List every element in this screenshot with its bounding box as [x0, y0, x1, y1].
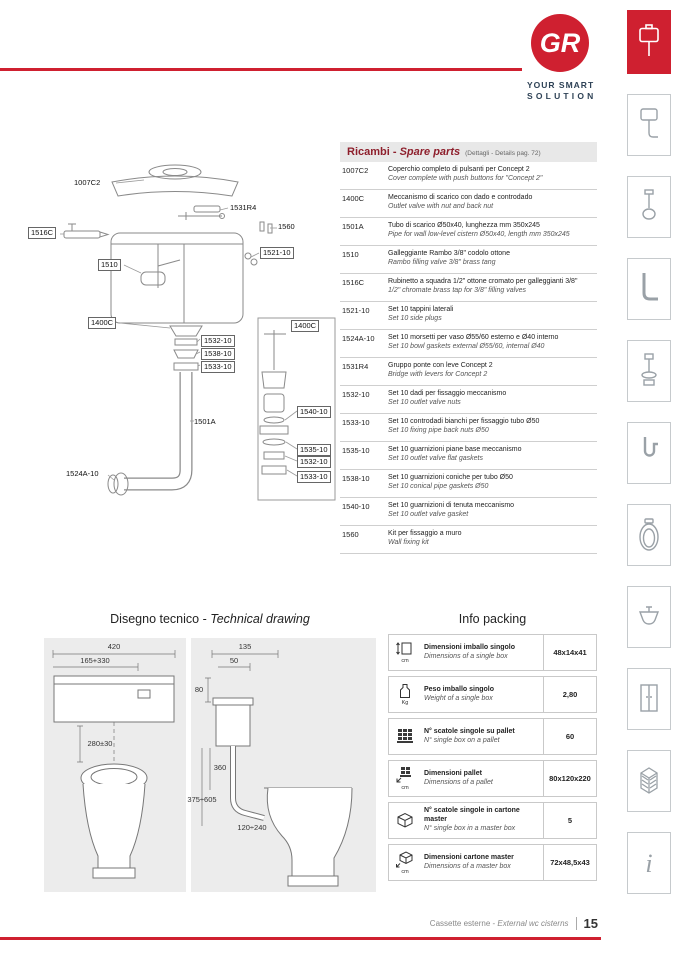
part-code: 1540-10	[342, 502, 370, 511]
part-desc-en: Outlet valve with nut and back nut	[388, 203, 494, 211]
sidebar-item-flush-mechanism[interactable]	[627, 340, 671, 402]
part-desc-en: Rambo filling valve 3/8" brass tang	[388, 259, 496, 267]
packing-label-it: N° scatole singole su pallet	[424, 727, 515, 735]
part-label: 1521-10	[260, 247, 294, 259]
spare-part-row	[340, 526, 597, 554]
part-code: 1510	[342, 250, 359, 259]
part-desc-en: Set 10 outlet valve gasket	[388, 511, 469, 519]
part-desc-it: Kit per fissaggio a muro	[388, 530, 462, 537]
spare-part-row	[340, 190, 597, 218]
dim-side-offset-top: 80	[194, 685, 204, 694]
spare-parts-table	[340, 142, 597, 554]
exploded-view-drawing	[8, 120, 340, 625]
flush-mechanism-icon	[637, 352, 661, 390]
sidebar-item-info[interactable]	[627, 832, 671, 894]
spare-part-row	[340, 386, 597, 414]
part-desc-it: Set 10 morsetti per vaso Ø55/60 esterno e Ø40 interno	[388, 334, 559, 341]
footer-rule	[0, 937, 601, 940]
info-packing-title: Info packing	[458, 612, 527, 626]
part-code: 1535-10	[342, 446, 370, 455]
master-box-dimensions-icon	[395, 850, 415, 868]
part-code: 1533-10	[342, 418, 370, 427]
info-icon	[637, 844, 661, 882]
footer-caption: Cassette esterne - External wc cisterns	[429, 919, 569, 928]
flush-pipe-icon	[637, 270, 661, 308]
technical-drawing-section	[40, 612, 380, 903]
siphon-icon	[637, 434, 661, 472]
packaging-box-icon	[637, 762, 661, 800]
part-desc-it: Gruppo ponte con leve Concept 2	[388, 362, 493, 369]
packing-label-en: N° single box on a pallet	[424, 736, 500, 744]
boxes-on-pallet-icon	[395, 727, 415, 745]
sidebar-item-toilet-seat[interactable]	[627, 504, 671, 566]
spare-part-row	[340, 274, 597, 302]
packing-label-en: N° single box in a master box	[424, 824, 516, 832]
low-level-cistern-icon	[637, 106, 661, 144]
part-desc-it: Meccanismo di scarico con dado e controdado	[388, 194, 533, 201]
page-footer	[430, 916, 598, 931]
part-label: 1538-10	[201, 348, 235, 360]
page-number: 15	[583, 916, 598, 931]
part-desc-it: Set 10 tappini laterali	[388, 306, 454, 313]
svg-text:i: i	[645, 849, 653, 878]
brand-tagline: YOUR SMART SOLUTION	[527, 80, 597, 102]
packing-value: 5	[543, 803, 596, 838]
single-box-dimensions-icon	[396, 641, 414, 657]
spare-parts-subtitle: (Dettagli - Details pag. 72)	[465, 150, 541, 157]
dim-side-height-cistern: 360	[213, 763, 227, 772]
part-code: 1400C	[342, 194, 365, 203]
spare-part-row	[340, 414, 597, 442]
bathroom-cabinet-icon	[637, 680, 661, 718]
spare-part-row	[340, 470, 597, 498]
packing-label-it: Dimensioni cartone master	[424, 853, 514, 861]
unit-label: cm	[401, 785, 409, 791]
part-desc-en: Wall fixing kit	[388, 539, 429, 547]
unit-label: cm	[401, 658, 409, 664]
external-cistern-icon	[637, 23, 661, 61]
packing-label-en: Dimensions of a master box	[424, 862, 511, 870]
info-packing-section	[388, 612, 597, 886]
sidebar-item-filling-valve[interactable]	[627, 176, 671, 238]
dim-front-width-total: 420	[107, 642, 121, 651]
technical-drawing-title: Disegno tecnico - Technical drawing	[110, 612, 310, 626]
unit-label: Kg	[401, 700, 409, 706]
part-code: 1538-10	[342, 474, 370, 483]
sidebar-item-external-cistern[interactable]	[627, 10, 671, 74]
part-desc-it: Set 10 dadi per fissaggio meccanismo	[388, 390, 507, 397]
dim-front-height: 280±30	[87, 739, 113, 748]
spare-part-row	[340, 330, 597, 358]
part-label: 1533-10	[297, 471, 331, 483]
packing-row	[388, 844, 597, 881]
exploded-view	[8, 120, 340, 625]
spare-part-row	[340, 498, 597, 526]
part-code: 1531R4	[342, 362, 369, 371]
footer-divider	[576, 917, 577, 930]
part-label: 1532-10	[201, 335, 235, 347]
filling-valve-icon	[637, 188, 661, 226]
part-label: 1400C	[88, 317, 116, 329]
part-label: 1516C	[28, 227, 56, 239]
part-desc-it: Galleggiante Rambo 3/8" codolo ottone	[388, 250, 510, 257]
part-desc-en: Set 10 conical pipe gaskets Ø50	[388, 483, 489, 491]
spare-part-row	[340, 358, 597, 386]
part-label: 1560	[278, 222, 295, 231]
spare-part-row	[340, 302, 597, 330]
part-label: 1533-10	[201, 361, 235, 373]
spare-part-row	[340, 162, 597, 190]
sidebar-item-flush-pipe[interactable]	[627, 258, 671, 320]
part-code: 1501A	[342, 222, 364, 231]
part-code: 1560	[342, 530, 359, 539]
spare-part-row	[340, 218, 597, 246]
part-desc-it: Rubinetto a squadra 1/2" ottone cromato per galleggianti 3/8"	[388, 278, 578, 285]
brand-logo	[527, 14, 607, 102]
header-rule	[0, 68, 522, 71]
spare-parts-title: Ricambi - Spare parts	[347, 146, 461, 158]
part-label: 1524A-10	[66, 469, 99, 478]
part-desc-it: Coperchio completo di pulsanti per Concept 2	[388, 166, 530, 173]
washbasin-icon	[637, 598, 661, 636]
packing-value: 72x48,5x43	[543, 845, 596, 880]
dim-side-height-range: 375÷605	[187, 795, 217, 804]
part-code: 1532-10	[342, 390, 370, 399]
packing-label-it: Dimensioni pallet	[424, 769, 482, 777]
category-sidebar	[627, 10, 671, 894]
part-label: 1400C	[291, 320, 319, 332]
unit-label: cm	[401, 869, 409, 875]
sidebar-item-low-level-cistern[interactable]	[627, 94, 671, 156]
packing-label-en: Dimensions of a pallet	[424, 778, 493, 786]
part-label: 1532-10	[297, 456, 331, 468]
packing-row	[388, 634, 597, 671]
part-label: 1510	[98, 259, 121, 271]
part-desc-en: Bridge with levers for Concept 2	[388, 371, 488, 379]
part-desc-it: Set 10 guarnizioni coniche per tubo Ø50	[388, 474, 513, 481]
packing-value: 60	[543, 719, 596, 754]
part-desc-en: Set 10 fixing pipe back nuts Ø50	[388, 427, 489, 435]
packing-label-en: Weight of a single box	[424, 694, 493, 702]
spare-parts-header	[340, 142, 597, 162]
part-label: 1531R4	[230, 203, 257, 212]
dim-side-depth-total: 135	[238, 642, 252, 651]
master-box-count-icon	[395, 811, 415, 829]
part-label: 1540-10	[297, 406, 331, 418]
sidebar-item-washbasin[interactable]	[627, 586, 671, 648]
part-desc-en: 1/2" chromate brass tap for 3/8" filling valves	[388, 287, 527, 295]
logo-text: GR	[539, 27, 581, 58]
part-desc-it: Set 10 controdadi bianchi per fissaggio tubo Ø50	[388, 418, 540, 425]
part-desc-en: Set 10 side plugs	[388, 315, 442, 323]
part-code: 1521-10	[342, 306, 370, 315]
part-desc-it: Tubo di scarico Ø50x40, lunghezza mm 350x245	[388, 222, 540, 229]
part-label: 1535-10	[297, 444, 331, 456]
packing-label-it: Peso imballo singolo	[424, 685, 495, 693]
registered-mark: ®	[580, 19, 586, 26]
dim-front-width-split: 165+330	[80, 656, 110, 665]
packing-row	[388, 802, 597, 839]
part-desc-en: Pipe for wall low-level cistern Ø50x40, length mm 350x245	[388, 231, 570, 239]
single-box-weight-icon	[396, 683, 414, 699]
part-desc-en: Cover complete with push buttons for "Concept 2"	[388, 175, 543, 183]
part-code: 1516C	[342, 278, 365, 287]
part-desc-en: Set 10 outlet valve nuts	[388, 399, 461, 407]
part-desc-en: Set 10 outlet valve flat gaskets	[388, 455, 483, 463]
part-label: 1501A	[194, 417, 216, 426]
part-desc-it: Set 10 guarnizioni di tenuta meccanismo	[388, 502, 515, 509]
gr-logo-icon	[531, 14, 589, 72]
part-desc-it: Set 10 guarnizioni piane base meccanismo	[388, 446, 522, 453]
part-label: 1007C2	[74, 178, 101, 187]
sidebar-item-packaging-box[interactable]	[627, 750, 671, 812]
technical-drawing-svg	[40, 630, 380, 898]
sidebar-item-bathroom-cabinet[interactable]	[627, 668, 671, 730]
packing-label-it: Dimensioni imballo singolo	[424, 643, 516, 651]
dim-side-depth-body: 50	[229, 656, 239, 665]
part-code: 1524A-10	[342, 334, 375, 343]
spare-part-row	[340, 442, 597, 470]
spare-part-row	[340, 246, 597, 274]
packing-label-en: Dimensions of a single box	[424, 652, 508, 660]
packing-row	[388, 718, 597, 755]
packing-row	[388, 676, 597, 713]
dim-side-pipe-range: 120÷240	[237, 823, 267, 832]
part-desc-en: Set 10 bowl gaskets external Ø55/60, internal Ø40	[388, 343, 545, 351]
toilet-seat-icon	[637, 516, 661, 554]
packing-value: 80x120x220	[543, 761, 596, 796]
packing-row	[388, 760, 597, 797]
part-code: 1007C2	[342, 166, 369, 175]
packing-value: 48x14x41	[543, 635, 596, 670]
packing-label-it: N° scatole singole in cartone master	[424, 807, 520, 824]
packing-value: 2,80	[543, 677, 596, 712]
sidebar-item-siphon[interactable]	[627, 422, 671, 484]
pallet-dimensions-icon	[395, 766, 415, 784]
